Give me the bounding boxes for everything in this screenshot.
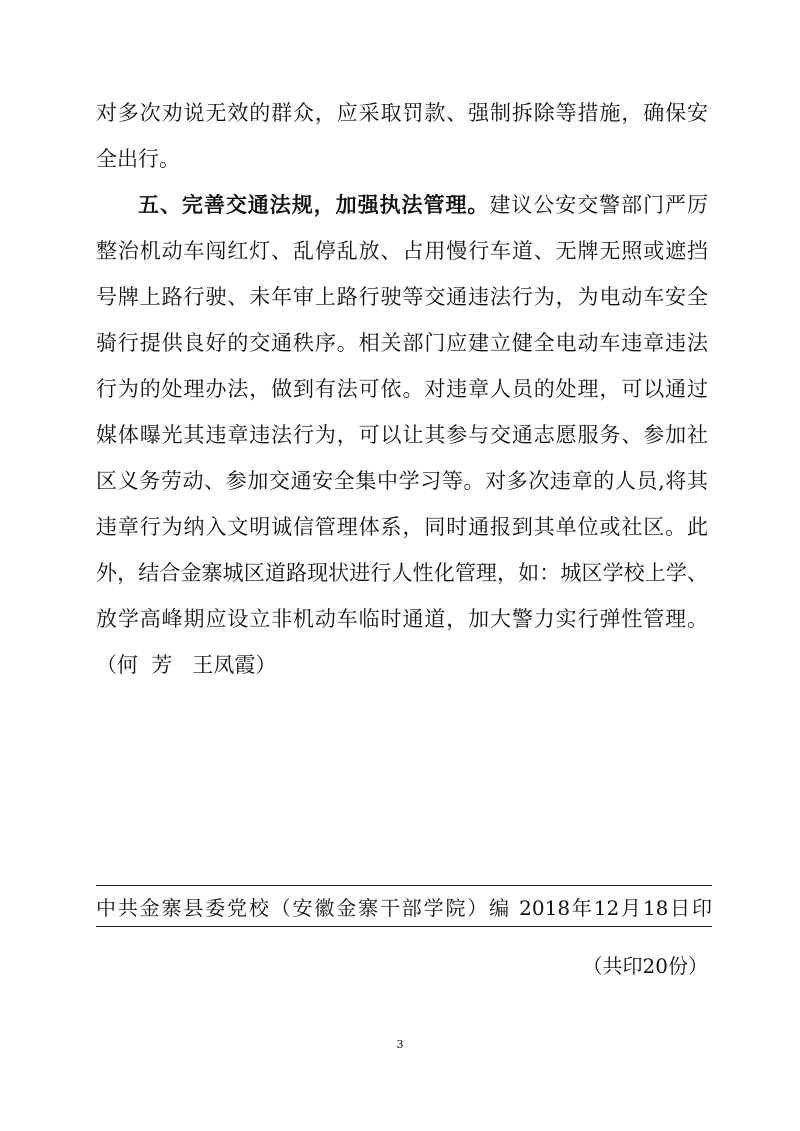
imprint-line: 中共金寨县委党校（安徽金寨干部学院）编 2018年12月18日印 [96,896,712,920]
body-line: 对多次劝说无效的群众，应采取罚款、强制拆除等措施，确保安 [96,101,708,125]
footer-top-rule [96,885,712,886]
body-line: 号牌上路行驶、未年审上路行驶等交通违法行为，为电动车安全 [96,285,708,309]
body-line: 区义务劳动、参加交通安全集中学习等。对多次违章的人员,将其 [96,469,708,493]
authors: （何 芳 王凤霞） [96,653,277,677]
body-line: 放学高峰期应设立非机动车临时通道，加大警力实行弹性管理。 [96,607,708,631]
body-line: 行为的处理办法，做到有法可依。对违章人员的处理，可以通过 [96,377,708,401]
section-five-heading: 五、完善交通法规，加强执法管理。 [138,192,490,217]
copies-count: （共印20份） [582,954,708,978]
body-line: 整治机动车闯红灯、乱停乱放、占用慢行车道、无牌无照或遮挡 [96,239,708,263]
body-line: 违章行为纳入文明诚信管理体系，同时通报到其单位或社区。此 [96,515,708,539]
body-line: 全出行。 [96,147,180,171]
page-number: 3 [396,1038,404,1051]
footer-bottom-rule [96,926,712,927]
body-line: 媒体曝光其违章违法行为，可以让其参与交通志愿服务、参加社 [96,423,708,447]
body-line: 外，结合金寨城区道路现状进行人性化管理，如：城区学校上学、 [96,561,708,585]
section-five-first-line [138,190,708,220]
body-line: 骑行提供良好的交通秩序。相关部门应建立健全电动车违章违法 [96,331,708,355]
section-five-lead: 建议公安交警部门严厉 [489,193,708,217]
